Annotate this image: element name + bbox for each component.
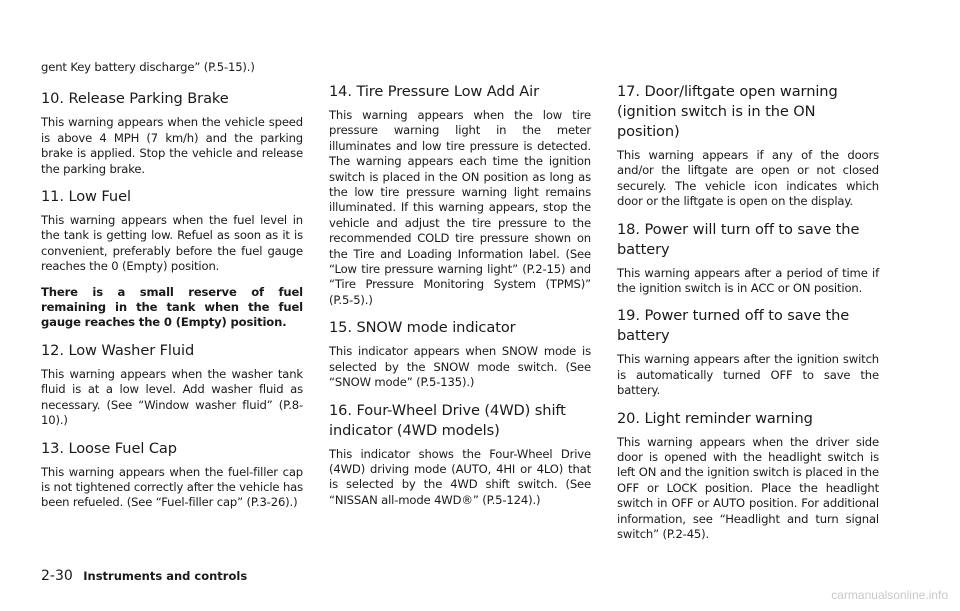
paragraph-door-liftgate-open: This warning appears if any of the doors and/or the liftgate are open or not closed securely. The vehicle icon indicates which door or the liftgate is open on the display. [617, 148, 879, 209]
paragraph-light-reminder: This warning appears when the driver side door is opened with the headlight switch is left ON and the ignition switch is placed in the OFF or LOCK position. Place the headlight switch in OFF or AUTO position. For additional information, see “Headlight and turn signal switch” (P.2-45). [617, 434, 879, 542]
heading-tire-pressure-low: 14. Tire Pressure Low Add Air [329, 83, 540, 100]
heading-loose-fuel-cap: 13. Loose Fuel Cap [41, 439, 177, 457]
heading-power-turned-off: 19. Power turned off to save the battery [617, 307, 850, 345]
section-title: Instruments and controls [83, 569, 248, 583]
paragraph-power-turned-off: This warning appears after the ignition switch is automatically turned OFF to save the battery. [617, 352, 879, 398]
paragraph-power-will-turn-off: This warning appears after a period of time if the ignition switch is in ACC or ON position. [617, 265, 879, 296]
paragraph-low-fuel: This warning appears when the fuel level in the tank is getting low. Refuel as soon as it is convenient, preferably before the fuel gauge reaches the 0 (Empty) position. [41, 213, 303, 274]
column-left [41, 60, 303, 521]
paragraph-loose-fuel-cap: This warning appears when the fuel-filler cap is not tightened correctly after the vehicle has been refueled. (See “Fuel-filler cap” (P.3-26).) [41, 464, 303, 510]
paragraph-tire-pressure-low: This warning appears when the low tire pressure warning light in the meter illuminates and low tire pressure is detected. The warning appears each time the ignition switch is placed in the ON position as long as the low tire pressure warning light remains illuminated. If this warning appears, stop the vehicle and adjust the tire pressure to the recommended COLD tire pressure shown on the Tire and Loading Information label. (See “Low tire pressure warning light” (P.2-15) and “Tire Pressure Monitoring System (TPMS)” (P.5-5).) [329, 108, 591, 307]
heading-snow-mode: 15. SNOW mode indicator [329, 319, 516, 337]
heading-power-will-turn-off: 18. Power will turn off to save the battery [617, 220, 860, 258]
paragraph-low-fuel-reserve: There is a small reserve of fuel remaining in the tank when the fuel gauge reaches the 0 (Empty) position. [41, 284, 303, 330]
heading-light-reminder: 20. Light reminder warning [617, 409, 813, 427]
column-right [617, 82, 879, 553]
column-middle [329, 82, 591, 518]
paragraph-release-parking-brake: This warning appears when the vehicle speed is above 4 MPH (7 km/h) and the parking brake is applied. Stop the vehicle and release the parking brake. [41, 115, 303, 176]
paragraph-low-washer-fluid: This warning appears when the washer tank fluid is at a low level. Add washer fluid as necessary. (See “Window washer fluid” (P.8-10).) [41, 366, 303, 428]
heading-low-washer-fluid: 12. Low Washer Fluid [41, 341, 195, 359]
heading-door-liftgate-open: 17. Door/liftgate open warning (ignition switch is in the ON position) [617, 83, 838, 140]
paragraph-snow-mode: This indicator appears when SNOW mode is selected by the SNOW mode switch. (See “SNOW mode” (P.5-135).) [329, 344, 591, 390]
page-number: 2-30 [41, 568, 73, 584]
heading-low-fuel: 11. Low Fuel [41, 188, 131, 206]
heading-release-parking-brake: 10. Release Parking Brake [41, 90, 229, 108]
continued-text: gent Key battery discharge” (P.5-15).) [41, 60, 255, 74]
heading-4wd-shift-indicator: 16. Four-Wheel Drive (4WD) shift indicator (4WD models) [329, 401, 566, 439]
watermark: carmanualsonline.info [831, 588, 948, 602]
paragraph-4wd-shift-indicator: This indicator shows the Four-Wheel Drive (4WD) driving mode (AUTO, 4HI or 4LO) that is selected by the 4WD shift switch. (See “NISSAN all-mode 4WD®” (P.5-124).) [329, 446, 591, 507]
page-footer [41, 566, 247, 586]
